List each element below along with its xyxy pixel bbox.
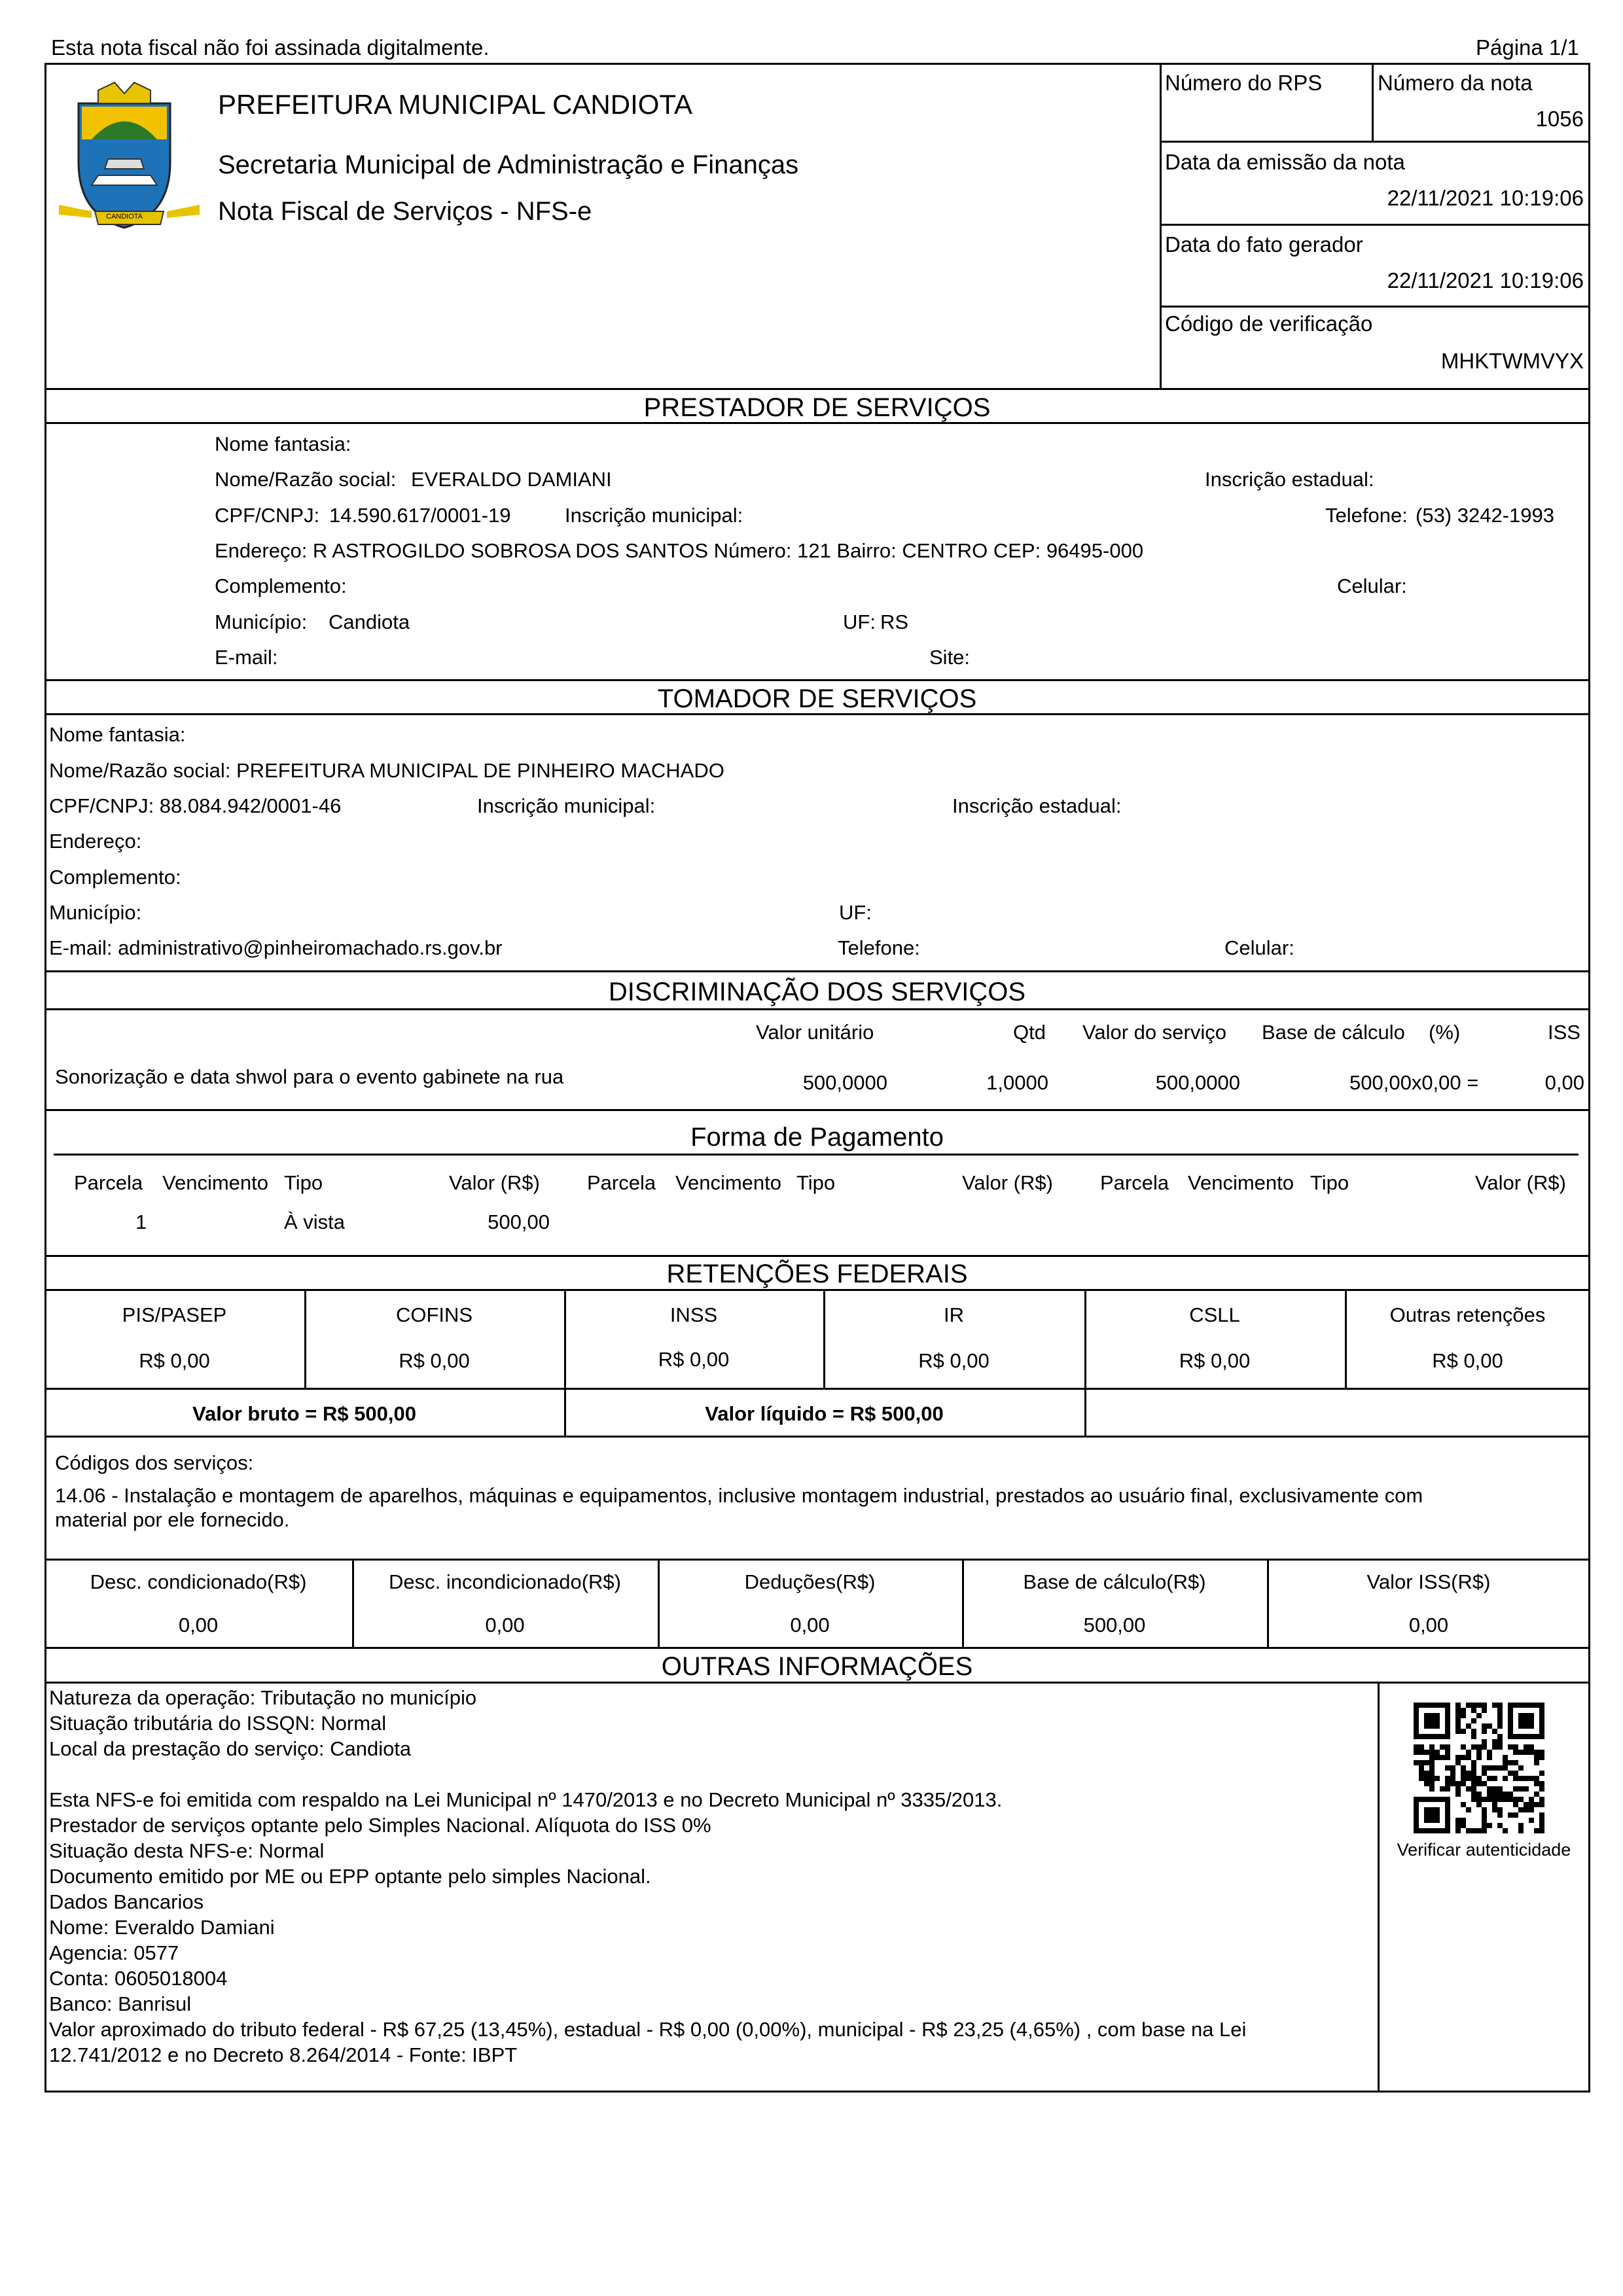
ret-outras-value: R$ 0,00 [1432, 1349, 1503, 1372]
desc-condicionado-label: Desc. condicionado(R$) [90, 1570, 307, 1593]
info-line: Agencia: 0577 [49, 1941, 179, 1964]
base-calculo-label: Base de cálculo(R$) [1023, 1570, 1206, 1593]
prestador-telefone-label: Telefone: [1325, 504, 1408, 527]
tomador-complemento: Complemento: [49, 866, 181, 889]
emissao-label: Data da emissão da nota [1165, 150, 1405, 174]
codigos-line-2: material por ele fornecido. [55, 1508, 290, 1531]
info-line: Dados Bancarios [49, 1890, 204, 1913]
codigos-line-1: 14.06 - Instalação e montagem de aparelhos, máquinas e equipamentos, inclusive montagem industrial, prestados ao usuário final, exclusivamente com [55, 1484, 1423, 1507]
service-description: Sonorização e data shwol para o evento gabinete na rua [55, 1065, 564, 1088]
prestador-razao-label: Nome/Razão social: [215, 468, 397, 491]
municipality-name: PREFEITURA MUNICIPAL CANDIOTA [218, 89, 692, 120]
prestador-municipio-value: Candiota [329, 610, 410, 633]
pag-h-vencimento-2: Vencimento [675, 1171, 781, 1194]
document-type: Nota Fiscal de Serviços - NFS-e [218, 197, 592, 226]
service-valor-unitario: 500,0000 [802, 1071, 887, 1094]
coat-of-arms-logo [52, 77, 206, 234]
tomador-nome-fantasia: Nome fantasia: [49, 723, 186, 746]
fato-value: 22/11/2021 10:19:06 [1387, 268, 1584, 292]
pag-tipo: À vista [284, 1210, 346, 1233]
ret-ir-label: IR [944, 1303, 964, 1326]
discriminacao-title: DISCRIMINAÇÃO DOS SERVIÇOS [608, 978, 1026, 1006]
pag-h-parcela-1: Parcela [74, 1171, 143, 1194]
rps-label: Número do RPS [1165, 71, 1323, 95]
valor-bruto: Valor bruto = R$ 500,00 [192, 1402, 416, 1425]
qr-code[interactable] [1414, 1703, 1544, 1833]
info-line: Prestador de serviços optante pelo Simples Nacional. Alíquota do ISS 0% [49, 1814, 711, 1837]
pag-h-tipo-2: Tipo [796, 1171, 836, 1194]
info-line: Nome: Everaldo Damiani [49, 1916, 275, 1939]
ret-csll-value: R$ 0,00 [1179, 1349, 1251, 1372]
col-iss: ISS [1548, 1021, 1580, 1044]
tomador-ie: Inscrição estadual: [952, 794, 1122, 817]
prestador-email: E-mail: [215, 646, 278, 669]
ret-inss-label: INSS [669, 1303, 718, 1326]
desc-incondicionado-label: Desc. incondicionado(R$) [389, 1570, 621, 1593]
tomador-razao: Nome/Razão social: PREFEITURA MUNICIPAL DE PINHEIRO MACHADO [49, 759, 724, 782]
pag-parcela: 1 [135, 1210, 147, 1233]
prestador-complemento: Complemento: [215, 574, 347, 597]
ret-cofins-value: R$ 0,00 [399, 1349, 470, 1372]
info-line: Esta NFS-e foi emitida com respaldo na Lei Municipal nº 1470/2013 e no Decreto Municipal nº 3335/2013. [49, 1788, 1003, 1811]
base-calculo-value: 500,00 [1083, 1614, 1146, 1636]
info-line: Valor aproximado do tributo federal - R$ 67,25 (13,45%), estadual - R$ 0,00 (0,00%), municipal - R$ 23,25 (4,65%) , com base na Lei [49, 2018, 1247, 2041]
pag-h-valor-3: Valor (R$) [1475, 1171, 1566, 1194]
tomador-municipio: Município: [49, 901, 142, 924]
verificacao-code: MHKTWMVYX [1440, 349, 1584, 373]
outras-info-text [49, 1685, 1364, 2068]
pag-h-vencimento-3: Vencimento [1188, 1171, 1294, 1194]
col-qtd: Qtd [1013, 1021, 1046, 1044]
prestador-title: PRESTADOR DE SERVIÇOS [643, 393, 991, 422]
info-line: Situação tributária do ISSQN: Normal [49, 1712, 387, 1735]
service-base: 500,00x0,00 = [1349, 1071, 1479, 1094]
prestador-telefone-value: (53) 3242-1993 [1416, 504, 1554, 527]
pag-h-vencimento-1: Vencimento [162, 1171, 268, 1194]
info-line: Conta: 0605018004 [49, 1967, 228, 1990]
info-line: Documento emitido por ME ou EPP optante pelo simples Nacional. [49, 1865, 651, 1888]
nota-label: Número da nota [1378, 71, 1533, 95]
service-iss: 0,00 [1544, 1071, 1584, 1094]
department-name: Secretaria Municipal de Administração e Finanças [218, 150, 799, 179]
prestador-im-label: Inscrição municipal: [565, 504, 743, 527]
prestador-cnpj-value: 14.590.617/0001-19 [329, 504, 511, 527]
col-valor-servico: Valor do serviço [1082, 1021, 1226, 1044]
pag-h-parcela-3: Parcela [1100, 1171, 1169, 1194]
col-valor-unitario: Valor unitário [756, 1021, 874, 1044]
tomador-cnpj: CPF/CNPJ: 88.084.942/0001-46 [49, 794, 342, 817]
desc-incondicionado-value: 0,00 [485, 1614, 525, 1636]
tomador-endereco: Endereço: [49, 830, 142, 853]
info-line [49, 1761, 1364, 1787]
info-line: Banco: Banrisul [49, 1992, 192, 2015]
codigos-label: Códigos dos serviços: [55, 1451, 254, 1474]
prestador-ie-label: Inscrição estadual: [1205, 468, 1374, 491]
prestador-uf-label: UF: [843, 610, 876, 633]
pagamento-title: Forma de Pagamento [690, 1123, 944, 1152]
coat-of-arms-text: CANDIOTA [106, 213, 143, 221]
emissao-value: 22/11/2021 10:19:06 [1387, 186, 1584, 210]
prestador-cnpj-label: CPF/CNPJ: [215, 504, 320, 527]
prestador-nome-fantasia: Nome fantasia: [215, 433, 351, 455]
prestador-razao-value: EVERALDO DAMIANI [411, 468, 612, 491]
ret-pis-label: PIS/PASEP [122, 1303, 227, 1326]
prestador-endereco: Endereço: R ASTROGILDO SOBROSA DOS SANTOS Número: 121 Bairro: CENTRO CEP: 96495-000 [215, 539, 1144, 562]
tomador-uf: UF: [839, 901, 872, 924]
desc-condicionado-value: 0,00 [178, 1614, 219, 1636]
verificacao-label: Código de verificação [1165, 311, 1373, 336]
tomador-title: TOMADOR DE SERVIÇOS [657, 684, 977, 713]
deducoes-value: 0,00 [790, 1614, 830, 1636]
pag-h-parcela-2: Parcela [587, 1171, 656, 1194]
service-qtd: 1,0000 [986, 1071, 1048, 1094]
col-percent: (%) [1429, 1021, 1461, 1044]
deducoes-label: Deduções(R$) [744, 1570, 876, 1593]
col-base-calculo: Base de cálculo [1262, 1021, 1405, 1044]
ret-pis-value: R$ 0,00 [139, 1349, 210, 1372]
info-line: 12.741/2012 e no Decreto 8.264/2014 - Fonte: IBPT [49, 2043, 518, 2066]
pag-h-tipo-1: Tipo [284, 1171, 323, 1194]
prestador-uf-value: RS [880, 610, 909, 633]
ret-inss-value: R$ 0,00 [658, 1348, 730, 1371]
valor-iss-value: 0,00 [1408, 1614, 1449, 1636]
info-line: Situação desta NFS-e: Normal [49, 1839, 325, 1862]
retencoes-title: RETENÇÕES FEDERAIS [666, 1260, 968, 1288]
tomador-im: Inscrição municipal: [477, 794, 656, 817]
nota-value: 1056 [1535, 107, 1584, 131]
tomador-email: E-mail: administrativo@pinheiromachado.rs.gov.br [49, 936, 503, 959]
info-line: Natureza da operação: Tributação no município [49, 1686, 477, 1709]
ret-outras-label: Outras retenções [1389, 1303, 1546, 1326]
info-line: Local da prestação do serviço: Candiota [49, 1737, 412, 1760]
signature-note: Esta nota fiscal não foi assinada digitalmente. [51, 35, 490, 60]
prestador-site: Site: [929, 646, 971, 669]
pag-h-tipo-3: Tipo [1310, 1171, 1349, 1194]
valor-liquido: Valor líquido = R$ 500,00 [705, 1402, 944, 1425]
pag-h-valor-2: Valor (R$) [962, 1171, 1053, 1194]
prestador-municipio-label: Município: [215, 610, 308, 633]
ret-cofins-label: COFINS [395, 1303, 473, 1326]
valor-iss-label: Valor ISS(R$) [1366, 1570, 1491, 1593]
page-number: Página 1/1 [1476, 35, 1579, 60]
pag-valor: 500,00 [488, 1210, 550, 1233]
prestador-celular: Celular: [1337, 574, 1407, 597]
ret-csll-label: CSLL [1189, 1303, 1240, 1326]
fato-label: Data do fato gerador [1165, 232, 1363, 256]
ret-ir-value: R$ 0,00 [918, 1349, 990, 1372]
verificar-autenticidade-link[interactable]: Verificar autenticidade [1397, 1840, 1571, 1860]
tomador-celular: Celular: [1224, 936, 1294, 959]
tomador-telefone: Telefone: [838, 936, 920, 959]
service-valor: 500,0000 [1155, 1071, 1240, 1094]
pag-h-valor-1: Valor (R$) [449, 1171, 540, 1194]
outras-title: OUTRAS INFORMAÇÕES [661, 1652, 973, 1681]
